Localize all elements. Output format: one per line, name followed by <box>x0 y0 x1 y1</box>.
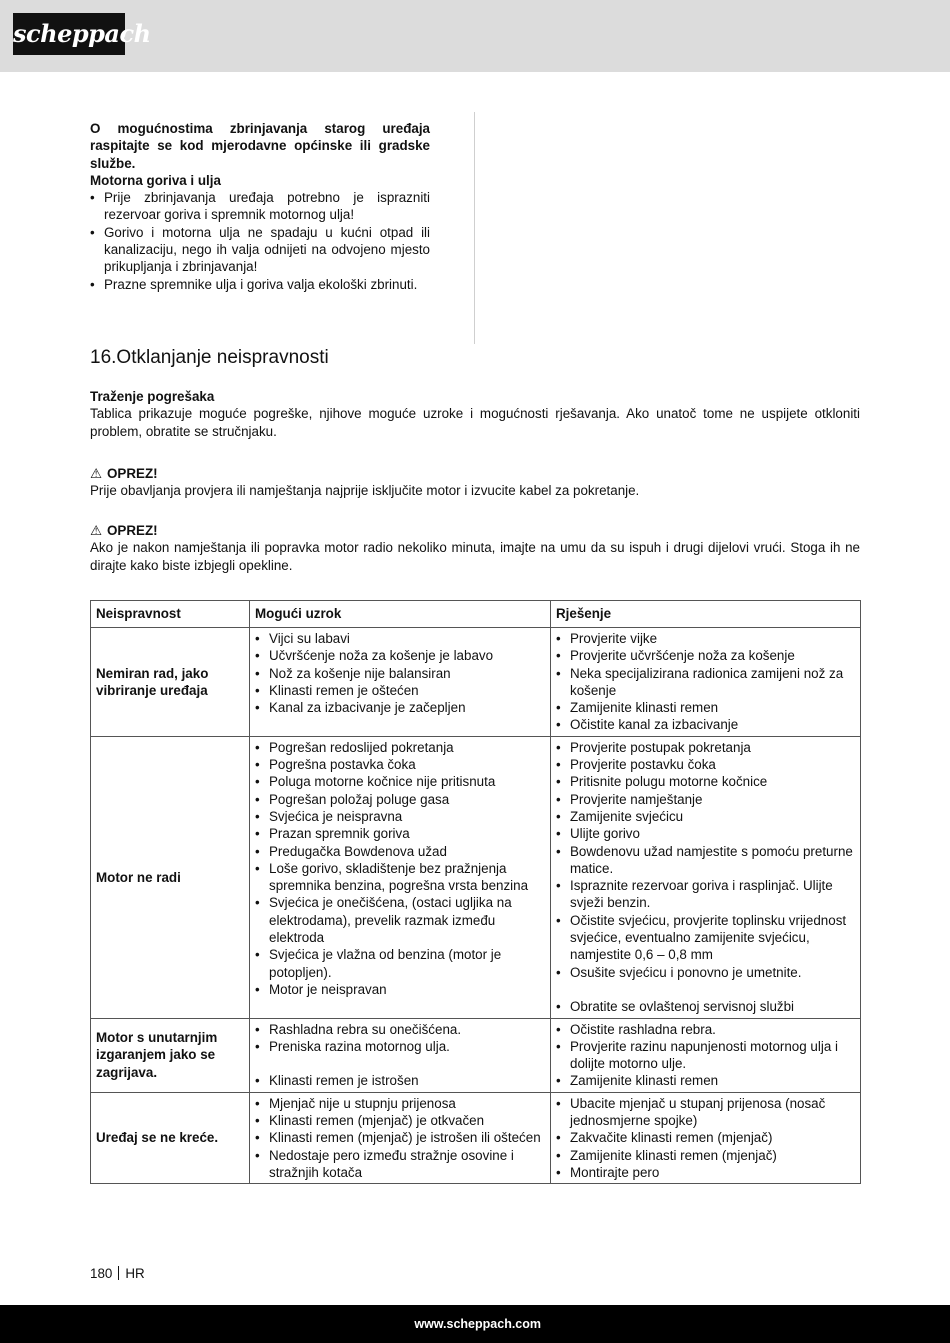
solution-list <box>556 739 855 1016</box>
table-row <box>91 1092 861 1183</box>
cause-item: • Klinasti remen (mjenjač) je istrošen ili oštećen <box>255 1129 545 1146</box>
cause-item: • Svjećica je neispravna <box>255 808 545 825</box>
cause-item: • Nož za košenje nije balansiran <box>255 665 545 682</box>
cause-item: • Klinasti remen je oštećen <box>255 682 545 699</box>
cause-item: • Kanal za izbacivanje je začepljen <box>255 699 545 716</box>
solution-item: • Zamijenite klinasti remen <box>556 699 855 716</box>
list-spacer <box>556 981 855 998</box>
column-header-solution: Rješenje <box>551 601 861 628</box>
solution-cell <box>551 628 861 737</box>
cause-item: • Preniska razina motornog ulja. <box>255 1038 545 1055</box>
troubleshooting-table <box>90 600 861 1184</box>
solution-item: • Zamijenite klinasti remen (mjenjač) <box>556 1147 855 1164</box>
cause-item: • Vijci su labavi <box>255 630 545 647</box>
cause-item: • Klinasti remen (mjenjač) je otkvačen <box>255 1112 545 1129</box>
cause-item: • Pogrešan redoslijed pokretanja <box>255 739 545 756</box>
solution-item: • Provjerite postupak pokretanja <box>556 739 855 756</box>
page-header <box>0 0 950 72</box>
solution-item: • Neka specijalizirana radionica zamijeni nož za košenje <box>556 665 855 700</box>
solution-list <box>556 630 855 734</box>
solution-item: • Provjerite razinu napunjenosti motornog ulja i dolijte motorno ulje. <box>556 1038 855 1073</box>
table-row <box>91 736 861 1018</box>
cause-item: • Rashladna rebra su onečišćena. <box>255 1021 545 1038</box>
solution-cell <box>551 1018 861 1092</box>
cause-list <box>255 630 545 716</box>
cause-item: • Motor je neispravan <box>255 981 545 998</box>
warning-triangle-icon: ⚠ <box>90 523 103 538</box>
cause-list <box>255 739 545 998</box>
disposal-column <box>90 120 430 293</box>
cause-item: • Poluga motorne kočnice nije pritisnuta <box>255 773 545 790</box>
solution-item: • Očistite svjećicu, provjerite toplinsku vrijednost svjećice, eventualno zamijenite svjećicu, namjestite 0,6 – 0,8 mm <box>556 912 855 964</box>
fault-cell: Nemiran rad, jako vibriranje uređaja <box>91 628 250 737</box>
section-title-text: Otklanjanje neispravnosti <box>116 347 329 368</box>
solution-item: • Provjerite vijke <box>556 630 855 647</box>
cause-item: • Klinasti remen je istrošen <box>255 1072 545 1089</box>
list-item: • Prije zbrinjavanja uređaja potrebno je isprazniti rezervoar goriva i spremnik motornog ulja! <box>90 189 430 224</box>
solution-item: • Zakvačite klinasti remen (mjenjač) <box>556 1129 855 1146</box>
page-number-separator <box>118 1266 119 1280</box>
solution-cell <box>551 736 861 1018</box>
fault-cell: Motor ne radi <box>91 736 250 1018</box>
language-code: HR <box>125 1266 145 1281</box>
fault-cell: Motor s unutarnjim izgaranjem jako se zagrijava. <box>91 1018 250 1092</box>
table-row <box>91 1018 861 1092</box>
search-heading: Traženje pogrešaka <box>90 389 215 404</box>
fuel-oil-heading: Motorna goriva i ulja <box>90 172 221 188</box>
page-number-value: 180 <box>90 1266 113 1281</box>
column-header-fault: Neispravnost <box>91 601 250 628</box>
page-number <box>90 1265 145 1282</box>
cause-list <box>255 1021 545 1090</box>
cause-item: • Svjećica je vlažna od benzina (motor je potopljen). <box>255 946 545 981</box>
page-footer <box>0 1305 950 1343</box>
solution-list <box>556 1021 855 1090</box>
section-title <box>90 346 329 370</box>
solution-item: • Provjerite učvršćenje noža za košenje <box>556 647 855 664</box>
section-number: 16. <box>90 347 117 368</box>
caution-label: OPREZ! <box>107 523 158 538</box>
caution-block-1 <box>90 465 860 500</box>
cause-cell <box>250 1092 551 1183</box>
cause-cell <box>250 736 551 1018</box>
list-item: • Prazne spremnike ulja i goriva valja ekološki zbrinuti. <box>90 276 430 293</box>
solution-list <box>556 1095 855 1181</box>
disposal-bullet-list <box>90 189 430 293</box>
solution-item: • Provjerite postavku čoka <box>556 756 855 773</box>
troubleshooting-intro <box>90 388 860 440</box>
solution-item: • Obratite se ovlaštenoj servisnoj službi <box>556 998 855 1015</box>
solution-item: • Ulijte gorivo <box>556 825 855 842</box>
caution-text: Ako je nakon namještanja ili popravka motor radio nekoliko minuta, imajte na umu da su ispuh i drugi dijelovi vrući. Stoga ih ne dirajte kako biste izbjegli opekline. <box>90 540 860 573</box>
cause-item: • Loše gorivo, skladištenje bez pražnjenja spremnika benzina, pogrešna vrsta benzina <box>255 860 545 895</box>
solution-item: • Ispraznite rezervoar goriva i rasplinjač. Ulijte svježi benzin. <box>556 877 855 912</box>
solution-item: • Zamijenite klinasti remen <box>556 1072 855 1089</box>
caution-text: Prije obavljanja provjera ili namještanja najprije isključite motor i izvucite kabel za pokretanje. <box>90 483 640 499</box>
fault-cell: Uređaj se ne kreće. <box>91 1092 250 1183</box>
solution-item: • Provjerite namještanje <box>556 791 855 808</box>
column-header-cause: Mogući uzrok <box>250 601 551 628</box>
table-row <box>91 628 861 737</box>
cause-item: • Učvršćenje noža za košenje je labavo <box>255 647 545 664</box>
search-text: Tablica prikazuje moguće pogreške, njihove moguće uzroke i mogućnosti rješavanja. Ako unatoč tome ne uspijete otkloniti problem, obratite se stručnjaku. <box>90 406 860 439</box>
disposal-intro: O mogućnostima zbrinjavanja starog uređaja raspitajte se kod mjerodavne općinske ili gradske službe. <box>90 121 430 171</box>
caution-block-2 <box>90 522 860 574</box>
cause-item: • Prazan spremnik goriva <box>255 825 545 842</box>
column-divider <box>474 112 475 344</box>
cause-item: • Predugačka Bowdenova užad <box>255 843 545 860</box>
list-spacer <box>255 1055 545 1072</box>
cause-item: • Pogrešan položaj poluge gasa <box>255 791 545 808</box>
cause-item: • Pogrešna postavka čoka <box>255 756 545 773</box>
solution-item: • Pritisnite polugu motorne kočnice <box>556 773 855 790</box>
table-header-row <box>91 601 861 628</box>
solution-item: • Očistite kanal za izbacivanje <box>556 716 855 733</box>
solution-item: • Osušite svjećicu i ponovno je umetnite. <box>556 964 855 981</box>
solution-cell <box>551 1092 861 1183</box>
cause-cell <box>250 628 551 737</box>
caution-label: OPREZ! <box>107 466 158 481</box>
cause-item: • Mjenjač nije u stupnju prijenosa <box>255 1095 545 1112</box>
solution-item: • Montirajte pero <box>556 1164 855 1181</box>
cause-item: • Nedostaje pero između stražnje osovine i stražnjih kotača <box>255 1147 545 1182</box>
solution-item: • Ubacite mjenjač u stupanj prijenosa (nosač jednosmjerne spojke) <box>556 1095 855 1130</box>
warning-triangle-icon: ⚠ <box>90 466 103 481</box>
brand-logo: scheppach <box>13 13 125 55</box>
cause-item: • Svjećica je onečišćena, (ostaci ugljika na elektrodama), prevelik razmak između elektroda <box>255 894 545 946</box>
solution-item: • Bowdenovu užad namjestite s pomoću preturne matice. <box>556 843 855 878</box>
cause-list <box>255 1095 545 1181</box>
solution-item: • Zamijenite svjećicu <box>556 808 855 825</box>
cause-cell <box>250 1018 551 1092</box>
list-item: • Gorivo i motorna ulja ne spadaju u kućni otpad ili kanalizaciju, nego ih valja odnijeti na odvojeno mjesto prikupljanja i zbrinjavanja! <box>90 224 430 276</box>
solution-item: • Očistite rashladna rebra. <box>556 1021 855 1038</box>
website-url: www.scheppach.com <box>414 1317 541 1331</box>
